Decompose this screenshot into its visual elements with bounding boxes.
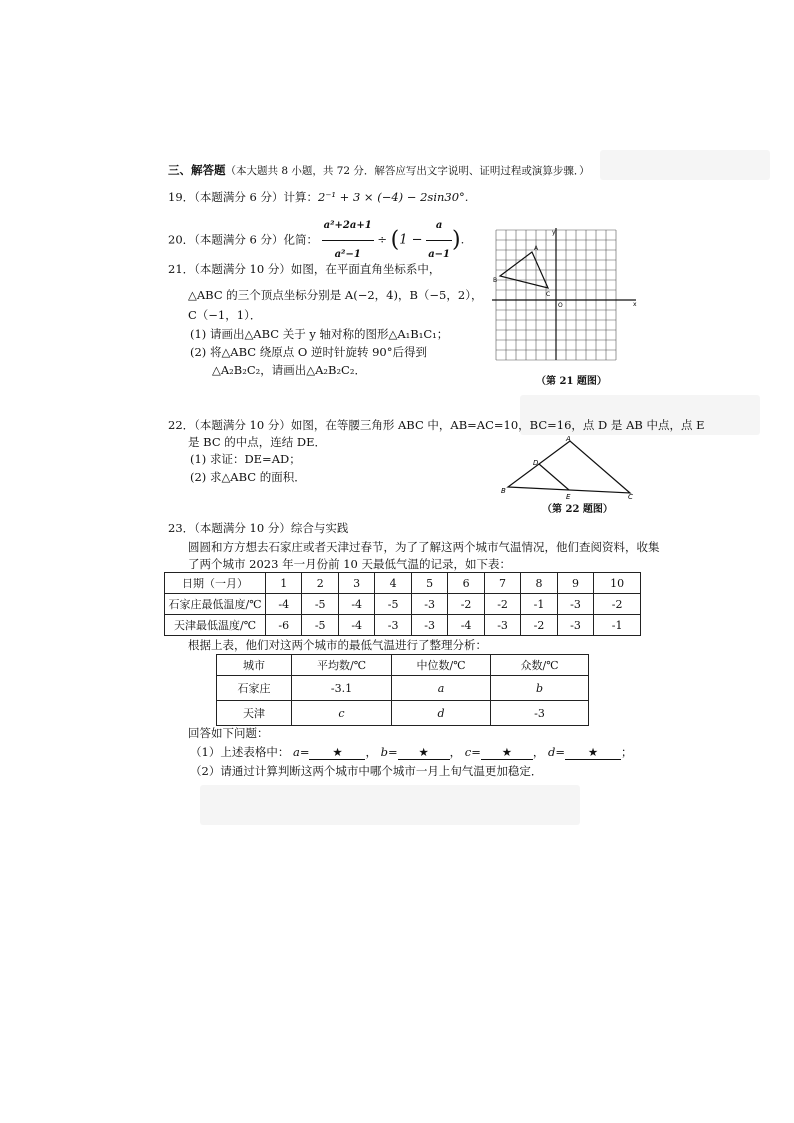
table-cell: -4 (448, 615, 484, 636)
table-cell: -3 (375, 615, 411, 636)
q20-left-paren: ( (390, 227, 400, 253)
table-row-tianjin (217, 701, 589, 726)
label-e: E (566, 493, 571, 500)
table-cell: d (392, 701, 491, 726)
table-cell: 1 (266, 573, 302, 594)
table-cell: 9 (557, 573, 593, 594)
q20-right-paren: ) (452, 227, 461, 253)
q21-caption: （第 21 题图） (536, 376, 607, 387)
q20-one-minus: 1 − (399, 232, 423, 248)
blank-label-b: b= (380, 745, 398, 759)
q23-line3: 了两个城市 2023 年一月份前 10 天最低气温的记录，如下表： (188, 557, 512, 571)
answer-blank-c[interactable]: ★ (481, 745, 533, 760)
table-cell: a (392, 676, 491, 701)
table-cell: 日期（一月） (165, 573, 266, 594)
table-cell: -1 (594, 615, 641, 636)
q23-line2: 圆圆和方方想去石家庄或者天津过春节，为了了解这两个城市气温情况，他们查阅资料，收集 (188, 540, 660, 554)
table-cell: 5 (411, 573, 447, 594)
q22-line2: 是 BC 的中点，连结 DE． (188, 435, 327, 449)
table-row-tianjin (165, 615, 641, 636)
q23-analysis: 根据上表，他们对这两个城市的最低气温进行了整理分析： (188, 638, 487, 652)
q21-line2: △ABC 的三个顶点坐标分别是 A(−2，4)，B（−5，2）， (188, 288, 483, 302)
table-cell: c (292, 701, 392, 726)
semicolon: ； (621, 745, 633, 759)
table-row-shijiazhuang (217, 676, 589, 701)
table-cell: -4 (338, 615, 374, 636)
question-19 (168, 190, 468, 204)
q19-head: 19．（本题满分 6 分）计算： (168, 190, 319, 204)
table-cell: -5 (302, 594, 338, 615)
label-y-axis: y (552, 229, 556, 236)
table-cell: -2 (521, 615, 557, 636)
q21-item2b: △A₂B₂C₂，请画出△A₂B₂C₂． (212, 363, 366, 377)
table-cell: 10 (594, 573, 641, 594)
table-cell: -4 (266, 594, 302, 615)
table-cell: 天津 (217, 701, 292, 726)
q23-item2: （2）请通过计算判断这两个城市中哪个城市一月上旬气温更加稳定． (190, 764, 543, 778)
table-cell: -2 (484, 594, 520, 615)
q20-numerator-1: a²+2a+1 (322, 212, 374, 241)
table-cell: 众数/℃ (491, 655, 589, 676)
label-c: C (628, 493, 633, 500)
table-cell: -4 (338, 594, 374, 615)
table-cell: -3 (411, 615, 447, 636)
table-cell: -3 (491, 701, 589, 726)
q22-item1: (1) 求证：DE=AD； (190, 452, 301, 466)
answer-blank-d[interactable]: ★ (565, 745, 621, 760)
label-a: A (566, 435, 571, 443)
q20-numerator-2: a (426, 212, 452, 241)
table-header-row (165, 573, 641, 594)
scan-smudge (600, 150, 770, 180)
table-cell: 4 (375, 573, 411, 594)
table-cell: -3 (557, 594, 593, 615)
table-cell: -3 (557, 615, 593, 636)
table-cell: -1 (521, 594, 557, 615)
q22-head: 22．（本题满分 10 分）如图，在等腰三角形 ABC 中，AB=AC=10，BC=16，点 D 是 AB 中点，点 E (168, 418, 705, 432)
table-cell: -3 (484, 615, 520, 636)
blank-label-d: d= (548, 745, 566, 759)
table-cell: 石家庄最低温度/℃ (165, 594, 266, 615)
table-cell: -3 (411, 594, 447, 615)
q21-item1: (1) 请画出△ABC 关于 y 轴对称的图形△A₁B₁C₁； (190, 327, 449, 341)
table-row-shijiazhuang (165, 594, 641, 615)
table-cell: 天津最低温度/℃ (165, 615, 266, 636)
label-x-axis: x (633, 301, 637, 308)
q23-answer-head: 回答如下问题： (188, 726, 269, 740)
table-cell: 平均数/℃ (292, 655, 392, 676)
q20-tail: . (460, 232, 465, 247)
blank-label-a: a= (292, 745, 310, 759)
q20-fraction-2 (426, 212, 452, 269)
table-cell: 中位数/℃ (392, 655, 491, 676)
label-c: C (546, 291, 551, 298)
q21-item2: (2) 将△ABC 绕原点 O 逆时针旋转 90°后得到 (190, 345, 427, 359)
section-desc: （本大题共 8 小题，共 72 分．解答应写出文字说明、证明过程或演算步骤．） (225, 165, 590, 177)
table-cell: 城市 (217, 655, 292, 676)
table-cell: 2 (302, 573, 338, 594)
table-cell: -5 (302, 615, 338, 636)
label-b: B (493, 277, 498, 284)
table-cell: -5 (375, 594, 411, 615)
q20-fraction-1 (322, 212, 374, 269)
segment-de (539, 464, 569, 490)
table-cell: -3.1 (292, 676, 392, 701)
answer-blank-a[interactable]: ★ (309, 745, 365, 760)
table-header-row (217, 655, 589, 676)
table-cell: -2 (594, 594, 641, 615)
q21-line3: C（−1，1）． (188, 308, 262, 322)
table-cell: 8 (521, 573, 557, 594)
table-cell: 6 (448, 573, 484, 594)
answer-blank-b[interactable]: ★ (398, 745, 450, 760)
table-cell: 7 (484, 573, 520, 594)
q21-coordinate-grid (490, 228, 640, 368)
blank-label-c: c= (464, 745, 481, 759)
q20-head: 20．（本题满分 6 分）化简： (168, 232, 319, 247)
table-cell: -2 (448, 594, 484, 615)
label-origin: O (558, 302, 563, 309)
section-title: 三、解答题 (168, 163, 226, 177)
q20-divide: ÷ (377, 232, 387, 247)
table-cell: 3 (338, 573, 374, 594)
question-20 (168, 212, 464, 269)
q23-item1: （1）上述表格中： a= ★ ， b= ★ ， c= ★ ， d= ★ ； (190, 745, 633, 759)
section-header (168, 163, 590, 178)
q21-head: 21．（本题满分 10 分）如图，在平面直角坐标系中， (168, 262, 441, 276)
table-cell: 石家庄 (217, 676, 292, 701)
q22-caption: （第 22 题图） (542, 504, 613, 515)
scan-smudge (200, 785, 580, 825)
triangle-abc-isosceles (508, 441, 630, 493)
q22-item2: (2) 求△ABC 的面积． (190, 470, 306, 484)
table-cell: b (491, 676, 589, 701)
q22-triangle-figure (498, 435, 643, 500)
label-d: D (533, 459, 539, 467)
q20-denominator-2: a−1 (428, 249, 451, 260)
temperature-table (164, 572, 641, 636)
q20-denominator-1: a²−1 (334, 249, 361, 260)
q23-item1-prefix: （1）上述表格中： (190, 745, 290, 759)
label-a: A (534, 245, 539, 252)
statistics-table (216, 654, 589, 726)
q23-head: 23．（本题满分 10 分）综合与实践 (168, 521, 349, 535)
q19-expression: 2⁻¹ + 3 × (−4) − 2sin30°. (318, 190, 469, 204)
table-cell: -6 (266, 615, 302, 636)
label-b: B (501, 487, 506, 495)
